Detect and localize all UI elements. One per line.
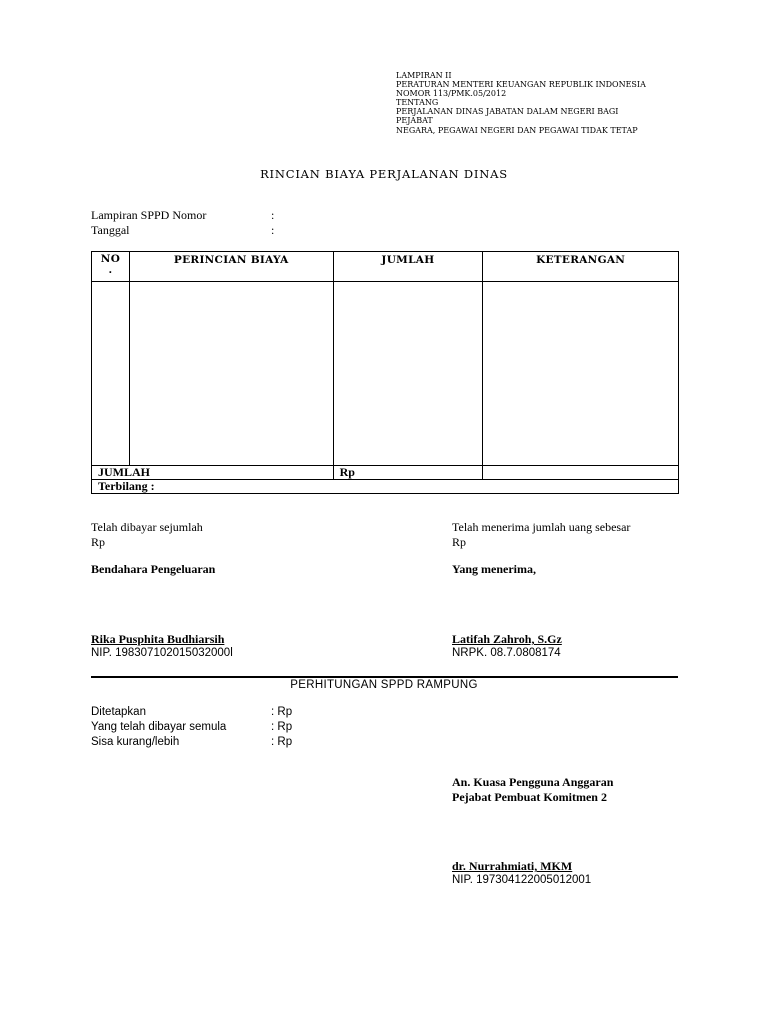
terbilang-label: Terbilang : <box>92 480 679 494</box>
sum-row <box>92 466 679 480</box>
calc-label: Ditetapkan <box>91 706 146 718</box>
document-header <box>396 71 646 135</box>
header-line: NEGARA, PEGAWAI NEGERI DAN PEGAWAI TIDAK TETAP <box>396 125 638 135</box>
receiver-name: Latifah Zahroh, S.Gz <box>452 632 562 646</box>
cost-table <box>91 251 679 494</box>
header-line: PERATURAN MENTERI KEUANGAN REPUBLIK INDONESIA <box>396 80 646 90</box>
lampiran-label: Lampiran SPPD Nomor <box>91 208 207 222</box>
col-jumlah-header: JUMLAH <box>333 252 483 282</box>
paid-amount-rp: Rp <box>91 535 106 549</box>
col-perincian-header: PERINCIAN BIAYA <box>129 252 333 282</box>
header-line: TENTANG <box>396 98 439 108</box>
table-row <box>92 282 679 466</box>
sum-label: JUMLAH <box>92 466 334 480</box>
table-cell <box>129 282 333 466</box>
paid-amount-label: Telah dibayar sejumlah <box>91 520 203 534</box>
tanggal-label: Tanggal <box>91 223 130 237</box>
col-no-header: NO . <box>92 252 130 282</box>
table-header-row <box>92 252 679 282</box>
receiver-role: Yang menerima, <box>452 562 536 576</box>
authority-line: Pejabat Pembuat Komitmen 2 <box>452 790 607 804</box>
authority-line: An. Kuasa Pengguna Anggaran <box>452 775 614 789</box>
col-keterangan-header: KETERANGAN <box>483 252 679 282</box>
treasurer-role: Bendahara Pengeluaran <box>91 562 216 576</box>
sum-value: Rp <box>333 466 483 480</box>
tanggal-colon: : <box>271 223 275 237</box>
calc-value: : Rp <box>271 721 293 733</box>
treasurer-name: Rika Pusphita Budhiarsih <box>91 632 225 646</box>
header-line: NOMOR 113/PMK.05/2012 <box>396 89 507 99</box>
divider <box>91 676 678 678</box>
header-line: LAMPIRAN II <box>396 71 452 80</box>
official-name: dr. Nurrahmiati, MKM <box>452 859 573 873</box>
table-cell <box>92 282 130 466</box>
table-cell <box>333 282 483 466</box>
treasurer-nip: NIP. 198307102015032000l <box>91 647 233 659</box>
table-cell <box>483 282 679 466</box>
calc-label: Yang telah dibayar semula <box>91 721 227 733</box>
calc-value: : Rp <box>271 736 293 748</box>
lampiran-colon: : <box>271 208 275 222</box>
page-title: RINCIAN BIAYA PERJALANAN DINAS <box>260 167 508 181</box>
calc-label: Sisa kurang/lebih <box>91 736 180 748</box>
received-amount-label: Telah menerima jumlah uang sebesar <box>452 520 631 534</box>
official-nip: NIP. 197304122005012001 <box>452 874 592 886</box>
terbilang-row <box>92 480 679 494</box>
receiver-nrpk: NRPK. 08.7.0808174 <box>452 647 561 659</box>
header-line: PERJALANAN DINAS JABATAN DALAM NEGERI BAGI <box>396 107 619 117</box>
header-line: PEJABAT <box>396 116 433 126</box>
calc-value: : Rp <box>271 706 293 718</box>
calc-title: PERHITUNGAN SPPD RAMPUNG <box>290 679 478 691</box>
received-amount-rp: Rp <box>452 535 467 549</box>
table-cell <box>483 466 679 480</box>
